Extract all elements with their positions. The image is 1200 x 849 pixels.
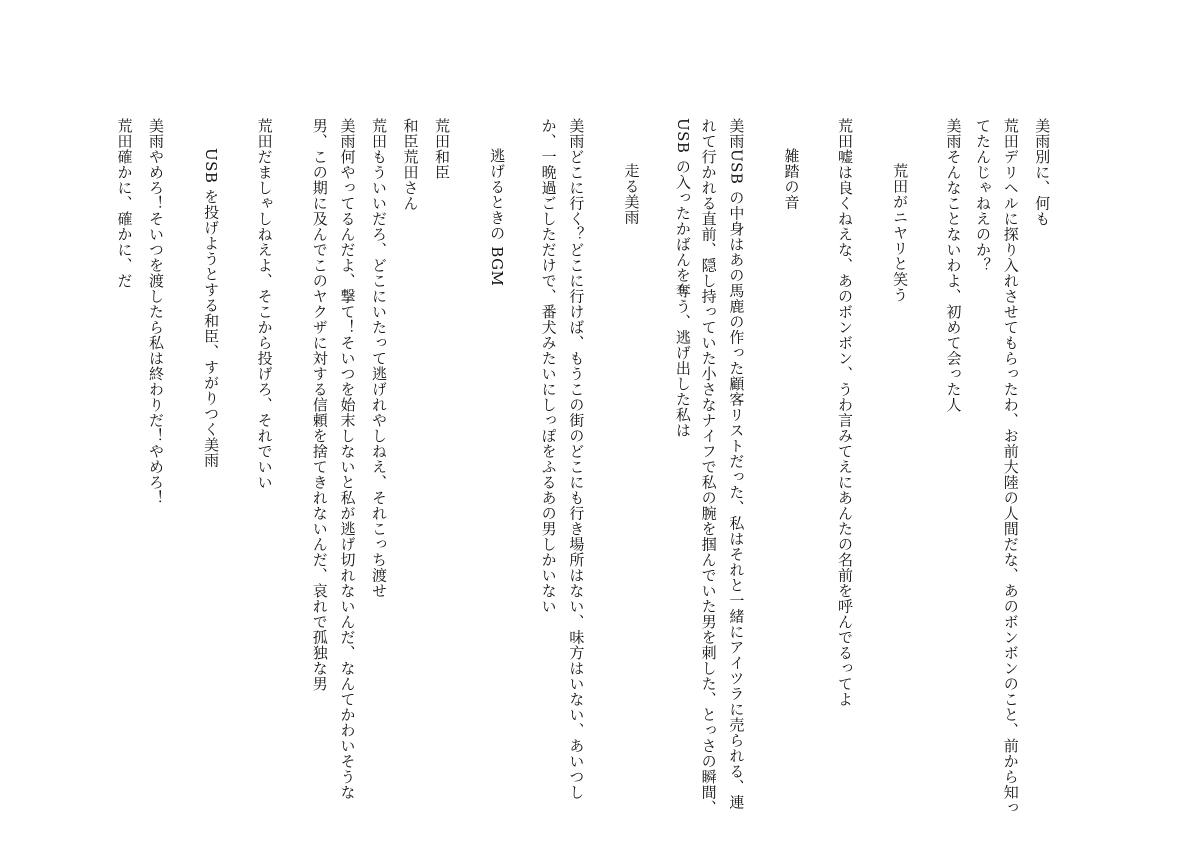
dialogue-line (363, 118, 395, 818)
blank-line (172, 118, 198, 818)
dialogue-text: 和臣 (433, 149, 451, 180)
dialogue-line (1027, 118, 1059, 818)
blank-line (223, 118, 249, 818)
stage-direction: USB を投げようとする和臣、すがりつく美雨 (202, 148, 221, 468)
dialogue-text: デリヘルに探り入れさせてもらったわ、お前大陸の人間だな、あのボンボンのこと、前から知ってたんじゃねえのか？ (974, 118, 1020, 816)
dialogue-line (109, 118, 141, 818)
dialogue-line (829, 118, 861, 818)
speaker-name: 美雨 (1033, 118, 1052, 149)
dialogue-line (306, 118, 363, 818)
dialogue-text: だましゃしねえよ、そこから投げろ、それでいい (255, 149, 274, 490)
script-body (109, 118, 1058, 818)
dialogue-text: 嘘は良くねえな、あのボンボン、うわ言みてえにあんたの名前を呼んでるってよ (835, 149, 854, 707)
speaker-name: 荒田 (370, 118, 388, 149)
dialogue-line (426, 118, 458, 818)
dialogue-text: もういいだろ、どこにいたって逃げれやしねえ、それこっち渡せ (370, 149, 388, 599)
dialogue-text: やめろ！そいつを渡したら私は終わりだ！やめろ！ (146, 149, 165, 506)
blank-line (592, 118, 618, 818)
dialogue-text: USB の中身はあの馬鹿の作った顧客リストだった、私はそれと一緒にアイツラに売られる、連れて行かれる直前、隠し持っていた小さなナイフで私の腕を掴んでいた男を刺した、とっさの瞬間、USB の入ったかばんを奪う、逃げ出した私は (673, 118, 746, 816)
dialogue-text: 何やってるんだよ、撃て！そいつを始末しないと私が逃げ切れないんだ、なんてかわいそうな男、この期に及んでこのヤクザに対する信頼を捨てきれないんだ、哀れで孤独な男 (310, 118, 357, 800)
speaker-name: 美雨 (944, 118, 963, 149)
blank-line (752, 118, 778, 818)
dialogue-text: どこに行く？どこに行けば、もうこの街のどこにも行き場所はない、味方はいない、あいつしか、一晩過ごしただけで、番犬みたいにしっぽをふるあの男しかいない (539, 118, 586, 800)
speaker-name: 荒田 (1001, 118, 1020, 149)
speaker-name: 美雨 (338, 118, 357, 149)
blank-line (280, 118, 306, 818)
stage-direction: 荒田がニヤリと笑う (891, 163, 910, 303)
speaker-name: 荒田 (255, 118, 274, 149)
blank-line (861, 118, 887, 818)
blank-line (458, 118, 484, 818)
speaker-name: 荒田 (433, 118, 451, 149)
speaker-name: 美雨 (727, 118, 746, 149)
dialogue-text: そんなことないわよ、初めて会った人 (944, 149, 963, 413)
speaker-name: 和臣 (401, 118, 420, 149)
dialogue-line (535, 118, 592, 818)
stage-direction: 走る美雨 (622, 163, 641, 225)
stage-direction: 雑踏の音 (782, 148, 801, 210)
stage-direction: 逃げるときの BGM (488, 148, 507, 287)
dialogue-line (395, 118, 427, 818)
dialogue-line (249, 118, 281, 818)
speaker-name: 美雨 (567, 118, 586, 149)
blank-line (803, 118, 829, 818)
dialogue-line (669, 118, 752, 818)
dialogue-text: 確かに、確かに、だ (115, 149, 134, 289)
blank-line (912, 118, 938, 818)
blank-line (643, 118, 669, 818)
speaker-name: 荒田 (115, 118, 134, 149)
dialogue-line (969, 118, 1026, 818)
dialogue-line (938, 118, 970, 818)
speaker-name: 荒田 (835, 118, 854, 149)
dialogue-line (140, 118, 172, 818)
dialogue-text: 別に、何も (1033, 149, 1052, 227)
blank-line (509, 118, 535, 818)
speaker-name: 美雨 (146, 118, 165, 149)
dialogue-text: 荒田さん (401, 149, 420, 211)
